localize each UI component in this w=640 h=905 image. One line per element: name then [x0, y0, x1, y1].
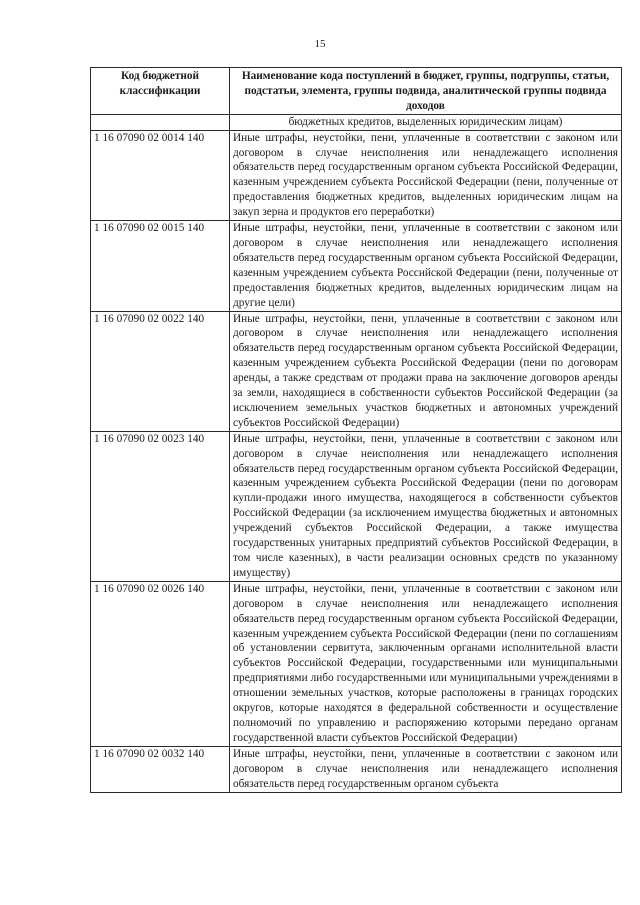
table-header-row	[91, 68, 622, 115]
table-row	[91, 221, 622, 311]
table-row	[91, 130, 622, 220]
row-code: 1 16 07090 02 0022 140	[91, 311, 230, 431]
page-number: 15	[314, 38, 326, 50]
table-row	[91, 431, 622, 581]
row-code: 1 16 07090 02 0015 140	[91, 221, 230, 311]
header-code: Код бюджетной классификации	[91, 68, 230, 115]
table-row	[91, 311, 622, 431]
row-code: 1 16 07090 02 0014 140	[91, 130, 230, 220]
row-name: Иные штрафы, неустойки, пени, уплаченные в соответствии с законом или договором в случае неисполнения или ненадлежащего исполнения обязательств перед государственным органом субъекта Российской Федерации, казенным учреждением субъекта Российской Федерации (пени, полученные от предоставления бюджетных кредитов, выделенных юридическим лицам на закуп зерна и продуктов его переработки)	[230, 130, 622, 220]
budget-classification-table	[90, 67, 622, 793]
row-code: 1 16 07090 02 0026 140	[91, 581, 230, 746]
continuation-text: бюджетных кредитов, выделенных юридическим лицам)	[230, 114, 622, 130]
row-code: 1 16 07090 02 0023 140	[91, 431, 230, 581]
row-name: Иные штрафы, неустойки, пени, уплаченные в соответствии с законом или договором в случае неисполнения или ненадлежащего исполнения обязательств перед государственным органом субъекта Российской Федерации, казенным учреждением субъекта Российской Федерации (пени, полученные от предоставления бюджетных кредитов, выделенных юридическим лицам на другие цели)	[230, 221, 622, 311]
header-name: Наименование кода поступлений в бюджет, группы, подгруппы, статьи, подстатьи, элемента, группы подвида, аналитической группы подвида доходов	[230, 68, 622, 115]
row-name: Иные штрафы, неустойки, пени, уплаченные в соответствии с законом или договором в случае неисполнения или ненадлежащего исполнения обязательств перед государственным органом субъекта Российской Федерации, казенным учреждением субъекта Российской Федерации (пени по договорам купли-продажи иного имущества, находящегося в собственности субъектов Российской Федерации (за исключением имущества бюджетных и автономных учреждений субъектов Российской Федерации, а также имущества государственных унитарных предприятий субъектов Российской Федерации, в том числе казенных), в части реализации основных средств по указанному имуществу)	[230, 431, 622, 581]
table-row	[91, 746, 622, 792]
table-row	[91, 581, 622, 746]
row-name: Иные штрафы, неустойки, пени, уплаченные в соответствии с законом или договором в случае неисполнения или ненадлежащего исполнения обязательств перед государственным органом субъекта	[230, 746, 622, 792]
row-code: 1 16 07090 02 0032 140	[91, 746, 230, 792]
continuation-code-cell	[91, 114, 230, 130]
continuation-row	[91, 114, 622, 130]
row-name: Иные штрафы, неустойки, пени, уплаченные в соответствии с законом или договором в случае неисполнения или ненадлежащего исполнения обязательств перед государственным органом субъекта Российской Федерации, казенным учреждением субъекта Российской Федерации (пени по соглашениям об установлении сервитута, заключенным органами исполнительной власти субъектов Российской Федерации, государственными или муниципальными предприятиями либо государственными или муниципальными учреждениями в отношении земельных участков, которые расположены в границах городских округов, которые находятся в федеральной собственности и осуществление полномочий по управлению и распоряжению которыми передано органам государственной власти субъектов Российской Федерации)	[230, 581, 622, 746]
row-name: Иные штрафы, неустойки, пени, уплаченные в соответствии с законом или договором в случае неисполнения или ненадлежащего исполнения обязательств перед государственным органом субъекта Российской Федерации, казенным учреждением субъекта Российской Федерации (пени по договорам аренды, а также средствам от продажи права на заключение договоров аренды за земли, находящиеся в собственности субъектов Российской Федерации (за исключением земельных участков бюджетных и автономных учреждений субъектов Российской Федерации)	[230, 311, 622, 431]
